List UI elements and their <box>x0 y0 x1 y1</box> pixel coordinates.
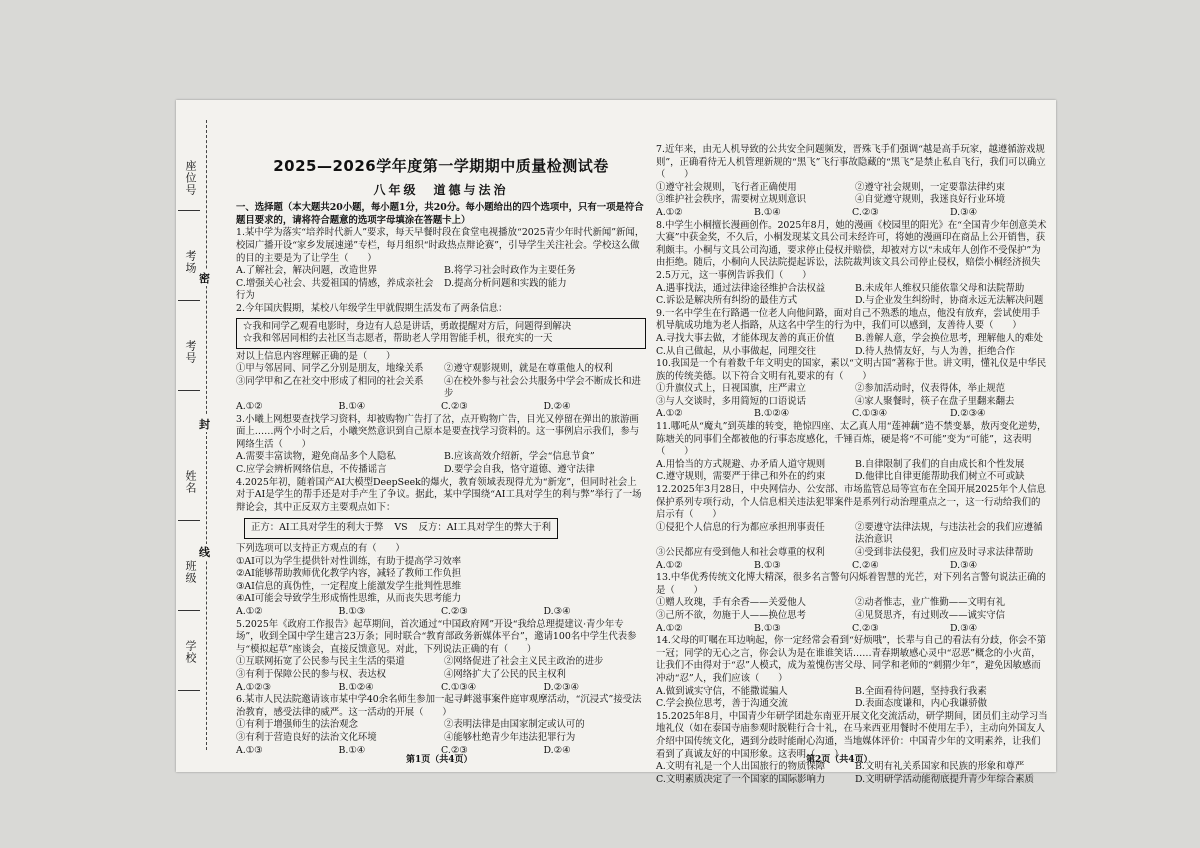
school-blank[interactable] <box>178 690 200 691</box>
statement-item: ④AI可能会导致学生形成惰性思维，从而丧失思考能力 <box>236 593 462 605</box>
statement-item: ④在校外参与社会公共服务中学会不断成长和进步 <box>444 375 641 400</box>
choice-c[interactable]: C.②③ <box>441 401 468 413</box>
choice-b[interactable]: B.①④ <box>338 744 366 756</box>
option-c[interactable]: C.应学会辨析网络信息，不传播谣言 <box>236 464 387 476</box>
option-d[interactable]: D.与企业发生纠纷时，协商永远无法解决问题 <box>855 295 1044 307</box>
question-ask: 下列选项可以支持正方观点的有（ ） <box>236 543 405 555</box>
option-d[interactable]: D.文明研学活动能彻底提升青少年综合素质 <box>855 773 1034 785</box>
choice-d[interactable]: D.②④ <box>543 744 571 756</box>
option-d[interactable]: D.表面态度谦和，内心我谦骄傲 <box>855 698 988 710</box>
question-stem: 6.某市人民法院邀请该市某中学40余名师生参加一起寻衅滋事案件庭审观摩活动，“沉浸式”接受法治教育，感受法律的威严。这一活动的开展（ ） <box>236 694 642 718</box>
option-a[interactable]: A.文明有礼是一个人出国旅行的物质保障 <box>656 761 826 773</box>
statement-item: ①侵犯个人信息的行为都应承担刑事责任 <box>656 521 825 533</box>
choice-a[interactable]: A.①② <box>236 605 263 617</box>
option-a[interactable]: A.做到诚实守信，不能撒谎骗人 <box>656 685 788 697</box>
question-13 <box>656 572 1048 635</box>
choice-a[interactable]: A.①② <box>656 559 683 571</box>
statement-item: ③有利于营造良好的法治文化环境 <box>236 731 377 743</box>
option-c[interactable]: C.学会换位思考，善于沟通交流 <box>656 698 788 710</box>
question-2 <box>236 303 646 414</box>
statement-item: ①有利于增强师生的法治观念 <box>236 719 358 731</box>
question-10 <box>656 358 1048 421</box>
question-5 <box>236 619 646 695</box>
choice-a[interactable]: A.①② <box>656 206 683 218</box>
statement-item: ②遵守观影规则，就是在尊重他人的权利 <box>444 363 613 375</box>
option-a[interactable]: A.了解社会，解决问题，改造世界 <box>236 265 378 277</box>
section-heading: 一、选择题（本大题共20小题，每小题1分，共20分。每小题给出的四个选项中，只有一项是符合题目要求的，请将符合题意的选项字母填涂在答题卡上） <box>236 202 644 226</box>
question-9 <box>656 308 1048 358</box>
statement-item: ②参加活动时，仪表得体，举止规范 <box>855 383 1006 395</box>
question-stem: 3.小曦上网想要查找学习资料，却被购物广告打了岔，点开购物广告，目光又停留在弹出的旅游画面上……两个小时之后，小曦突然意识到自己原本是要查找学习资料的。这一事例启示我们，参与网络生活（ ） <box>236 413 640 450</box>
info-box <box>236 318 646 349</box>
question-stem: 2.今年国庆假期，某校八年级学生甲就假期生活发布了两条信息： <box>236 302 508 314</box>
statement-item: ④见贤思齐，有过则改——诚实守信 <box>855 609 1006 621</box>
statement-item: ④能够杜绝青少年违法犯罪行为 <box>444 731 576 743</box>
debate-box <box>244 518 558 539</box>
choice-c[interactable]: C.②③ <box>852 622 879 634</box>
exam-room-blank[interactable] <box>178 300 200 301</box>
choice-b[interactable]: B.①③ <box>754 559 781 571</box>
question-stem: 1.某中学为落实“培养时代新人”要求，每天早餐时段在食堂电视播放“2025青少年时代新闻”新闻，校园广播开设“家乡发展速递”专栏，每月组织“时政热点辩论赛”，引导学生关注社会。学校这么做的目的主要是为了让学生（ ） <box>236 227 645 264</box>
question-14 <box>656 635 1048 711</box>
question-stem: 4.2025年初，随着国产AI大模型DeepSeek的爆火，教育领域表现得尤为“新宠”，但同时社会上对于AI是学生的帮手还是对手产生了争议。据此，某中学围绕“AI工具对学生的利与弊”举行了一场辩论会，其中正反双方主要观点如下： <box>236 476 642 513</box>
option-a[interactable]: A.用恰当的方式规避、办矛盾人道守规则 <box>656 458 826 470</box>
choice-b[interactable]: B.①④ <box>338 401 366 413</box>
statement-item: ④自觉遵守规则，我迷良好行业环境 <box>855 194 1006 206</box>
choice-a[interactable]: A.①③ <box>236 744 263 756</box>
exam-paper <box>176 100 1056 785</box>
statement-item: ③与人交谈时，多用简短的口语说话 <box>656 395 807 407</box>
seal-mark-feng: 封 <box>199 418 210 431</box>
seat-number-blank[interactable] <box>178 210 200 211</box>
seal-mark-mi: 密 <box>199 272 210 285</box>
question-3 <box>236 414 646 477</box>
choice-a[interactable]: A.①② <box>656 622 683 634</box>
option-d[interactable]: D.提高分析问题和实践的能力 <box>444 277 567 289</box>
question-stem: 10.我国是一个有着数千年文明史的国家，素以“文明古国”著称于世。讲文明，懂礼仪是中华民族的传统美德。以下符合文明有礼要求的有（ ） <box>656 358 1047 382</box>
statement-item: ①赠人玫瑰，手有余香——关爱他人 <box>656 597 807 609</box>
statement-item: ③己所不欲，勿施于人——换位思考 <box>656 609 807 621</box>
question-stem: 7.近年来，由无人机导致的公共安全问题频发，晋殊飞手们强调“越是高手玩家，越遵循游戏规则”，正确看待无人机管理新规的“黑飞”飞行事故隐藏的“黑飞”是禁止私自飞行，我们可以确立（ ） <box>656 144 1046 181</box>
choice-d[interactable]: D.③④ <box>950 559 977 571</box>
option-c[interactable]: C.从自己做起，从小事做起，同理交往 <box>656 345 816 357</box>
choice-d[interactable]: D.②④ <box>543 401 571 413</box>
choice-c[interactable]: C.②③ <box>852 206 879 218</box>
question-stem: 8.中学生小桐擅长漫画创作。2025年8月，她的漫画《校园里的阳光》在“全国青少年创意美术大赛”中获金奖，不久后，小桐发现某文具公司未经许可，将她的漫画印在商品上公开销售，获利颇丰。小桐与文具公司沟通，要求停止侵权并赔偿，却被对方以“未成年人创作不受保护”为由拒绝。随后，小桐向人民法院提起诉讼，法院裁判该文具公司停止侵权，赔偿小桐经济损失2.5万元，这一事例告诉我们（ ） <box>656 219 1047 281</box>
question-stem: 15.2025年8月，中国青少年研学团赴东南亚开展文化交流活动，研学期间，团员们主动学习当地礼仪（如在泰国寺庙参观时脱鞋行合十礼，在马来西亚用餐时不使用左手），主动向外国友人介绍中国传统文化，遇到分歧时能耐心沟通，当地媒体评价：中国青少年的文明素养，让我们看到了真诚友好的中国形象。这表明（ ） <box>656 710 1048 760</box>
statement-item: ②表明法律是由国家制定或认可的 <box>444 719 585 731</box>
option-c[interactable]: C.诉讼是解决所有纠纷的最佳方式 <box>656 295 798 307</box>
choice-c[interactable]: C.②③ <box>441 605 468 617</box>
question-1 <box>236 227 646 303</box>
name-label: 姓名 <box>184 470 197 494</box>
seat-number-label: 座位号 <box>184 160 197 196</box>
choice-c[interactable]: C.②④ <box>852 559 879 571</box>
exam-number-blank[interactable] <box>178 390 200 391</box>
choice-b[interactable]: B.①②④ <box>338 681 374 693</box>
versus-mark: VS <box>394 522 408 534</box>
seal-mark-xian: 线 <box>199 546 210 559</box>
exam-title: 2025—2026学年度第一学期期中质量检测试卷 <box>273 157 609 175</box>
option-b[interactable]: B.将学习社会时政作为主要任务 <box>444 265 576 277</box>
option-a[interactable]: A.遇事找法，通过法律途径维护合法权益 <box>656 282 826 294</box>
statement-item: ③维护社会秩序，需要树立规则意识 <box>656 194 807 206</box>
statement-item: ①升旗仪式上，日视国旗，庄严肃立 <box>656 383 807 395</box>
option-c[interactable]: C.增强关心社会、共爱祖国的情感，养成亲社会行为 <box>236 277 434 302</box>
question-8 <box>656 220 1048 308</box>
option-b[interactable]: B.全面看待问题，坚持我行我素 <box>855 685 987 697</box>
question-12 <box>656 484 1048 572</box>
choice-b[interactable]: B.①④ <box>754 206 781 218</box>
statement-item: ②动者惟志，业广惟勤——文明有礼 <box>855 597 1006 609</box>
school-label: 学校 <box>184 640 197 664</box>
question-ask: 对以上信息内容理解正确的是（ ） <box>236 350 396 362</box>
question-11 <box>656 421 1048 484</box>
option-a[interactable]: A.需要丰富读物，避免商品多个人隐私 <box>236 451 396 463</box>
statement-item: ④网络扩大了公民的民主权利 <box>444 668 566 680</box>
option-b[interactable]: B.应该高效介绍新，学会“信息节食” <box>444 451 595 463</box>
page-1-footer: 第1页（共4页） <box>406 754 473 765</box>
question-stem: 14.父母的叮嘱在耳边响起，你一定经常会看到“好烦哦”，长辈与自己的看法有分歧，你会不第一冠；同学的无心之言，你会认为是在谁谁笑话……青春期敏感心灵中“忍恶”概念的小火苗，让我们不由得对于“忍”人模式，成为羞愧伤害父母、同学和老师的“刺猬少年”，避免因敏感而冲动“忍”人，我们应该（ ） <box>656 635 1047 684</box>
statement-item: ④受到非法侵犯，我们应及时寻求法律帮助 <box>855 547 1034 558</box>
choice-c[interactable]: C.①③④ <box>441 681 477 693</box>
info-line: ☆我和邻居同相约去社区当志愿者，帮助老人学用智能手机，很充实的一天 <box>243 333 553 345</box>
choice-a[interactable]: A.①②③ <box>236 681 271 693</box>
question-4 <box>236 477 646 619</box>
question-stem: 5.2025年《政府工作报告》起草期间，首次通过“中国政府网”开设“我给总理提建议·青少年专场”，收到全国中学生建言23万条；同时联合“教育部政务新媒体平台”，邀请100名中学生代表参与“模拟起草”座谈会，直接反馈意见。对此，下列说法正确的有（ ） <box>236 618 637 655</box>
exam-subtitle: 八年级 道德与法治 <box>373 183 509 198</box>
statement-item: ①遵守社会规则，飞行者正确使用 <box>656 181 797 193</box>
class-label: 班级 <box>184 560 197 584</box>
question-stem: 12.2025年3月28日，中央网信办、公安部、市场监管总局等宣布在全国开展2025年个人信息保护系列专项行动，个人信息相关违法犯罪案件是系列行动治理重点之一，这一行动给我们的启示有（ ） <box>656 484 1046 521</box>
question-stem: 11.哪吒从“魔丸”到英雄的转变，艳惊四座、太乙真人用“莲神藕”造不禁变暴，敖丙变化逆势，陈塘关的同事们全都被他的行事态度感化，千锤百炼，硬是将“不可能”变为“可能”，这表明（ ） <box>656 421 1047 458</box>
page-2-column <box>656 144 1048 785</box>
statement-item: ③公民都应有受到他人和社会尊重的权利 <box>656 547 825 558</box>
pro-side: 正方：AI工具对学生的利大于弊 <box>251 522 384 534</box>
statement-item: ③AI信息的真伪性，一定程度上能激发学生批判性思维 <box>236 580 462 592</box>
choice-d[interactable]: D.③④ <box>543 605 571 617</box>
statement-item: ③同学甲和乙在社交中形成了相同的社会关系 <box>236 375 424 387</box>
statement-item: ④家人聚餐时，筷子在盘子里翻来翻去 <box>855 395 1015 407</box>
choice-c[interactable]: C.②③ <box>441 744 468 756</box>
statement-item: ②网络促进了社会主义民主政治的进步 <box>444 656 604 668</box>
statement-item: ②AI能够帮助教师优化教学内容，减轻了教师工作负担 <box>236 568 462 580</box>
option-d[interactable]: D.要学会自我，恪守道德、遵守法律 <box>444 464 595 476</box>
option-b[interactable]: B.自律限制了我们的自由成长和个性发展 <box>855 458 1025 470</box>
option-a[interactable]: A.寻找大事去做，才能体现友善的真正价值 <box>656 332 835 344</box>
exam-number-label: 考号 <box>184 340 197 364</box>
question-stem: 13.中华优秀传统文化博大精深，很多名言警句闪烁着智慧的光芒，对下列名言警句说法正确的是（ ） <box>656 572 1046 596</box>
statement-item: ③有利于保障公民的参与权、表达权 <box>236 668 387 680</box>
choice-b[interactable]: B.①③ <box>338 605 366 617</box>
choice-b[interactable]: B.①②④ <box>754 408 790 420</box>
choice-b[interactable]: B.①③ <box>754 622 781 634</box>
choice-a[interactable]: A.①② <box>236 401 263 413</box>
exam-room-label: 考场 <box>184 250 197 274</box>
question-7 <box>656 144 1048 220</box>
choice-c[interactable]: C.①③④ <box>852 408 888 420</box>
binding-dashed-line <box>206 120 207 750</box>
option-d[interactable]: D.待人热情友好，与人为善，拒绝合作 <box>855 345 1016 357</box>
option-d[interactable]: D.他律比自律更能帮助我们树立不可或缺 <box>855 471 1025 483</box>
choice-d[interactable]: D.②③④ <box>950 408 986 420</box>
choice-d[interactable]: D.③④ <box>950 622 977 634</box>
option-b[interactable]: B.文明有礼关系国家和民族的形象和尊严 <box>855 761 1025 773</box>
option-b[interactable]: B.未成年人维权只能依靠父母和法院帮助 <box>855 282 1025 294</box>
statement-item: ②遵守社会规则，一定要靠法律约束 <box>855 181 1006 193</box>
binding-margin <box>176 100 232 772</box>
page-2-footer: 第2页（共4页） <box>806 754 873 765</box>
question-15 <box>656 711 1048 787</box>
choice-a[interactable]: A.①② <box>656 408 683 420</box>
page-1-column <box>236 144 646 772</box>
question-6 <box>236 694 646 757</box>
statement-item: ①互联网拓宽了公民参与民主生活的渠道 <box>236 656 405 668</box>
name-blank[interactable] <box>178 520 200 521</box>
statement-item: ①AI可以为学生提供针对性训练，有助于提高学习效率 <box>236 555 462 567</box>
choice-d[interactable]: D.②③④ <box>543 681 579 693</box>
statement-item: ①甲与邻居同、同学乙分别是朋友，地缘关系 <box>236 363 424 375</box>
statement-item: ②要遵守法律法规，与违法社会的我们应遵循法治意识 <box>855 521 1043 546</box>
option-c[interactable]: C.文明素质决定了一个国家的国际影响力 <box>656 773 826 785</box>
class-blank[interactable] <box>178 610 200 611</box>
info-line: ☆我和同学乙观看电影时，身边有人总是讲话，勇敢提醒对方后，问题得到解决 <box>243 320 572 332</box>
choice-d[interactable]: D.③④ <box>950 206 977 218</box>
con-side: 反方：AI工具对学生的弊大于利 <box>418 522 551 534</box>
question-stem: 9.一名中学生在行路遇一位老人向他问路，面对自己不熟悉的地点，他没有放弃，尝试使用手机导航成功地为老人指路，从这名中学生的行为中，我们可以感到，友善待人要（ ） <box>656 307 1040 332</box>
option-b[interactable]: B.善解人意，学会换位思考，理解他人的难处 <box>855 332 1043 344</box>
option-c[interactable]: C.遵守规则，需要严于律己和外在的约束 <box>656 471 826 483</box>
